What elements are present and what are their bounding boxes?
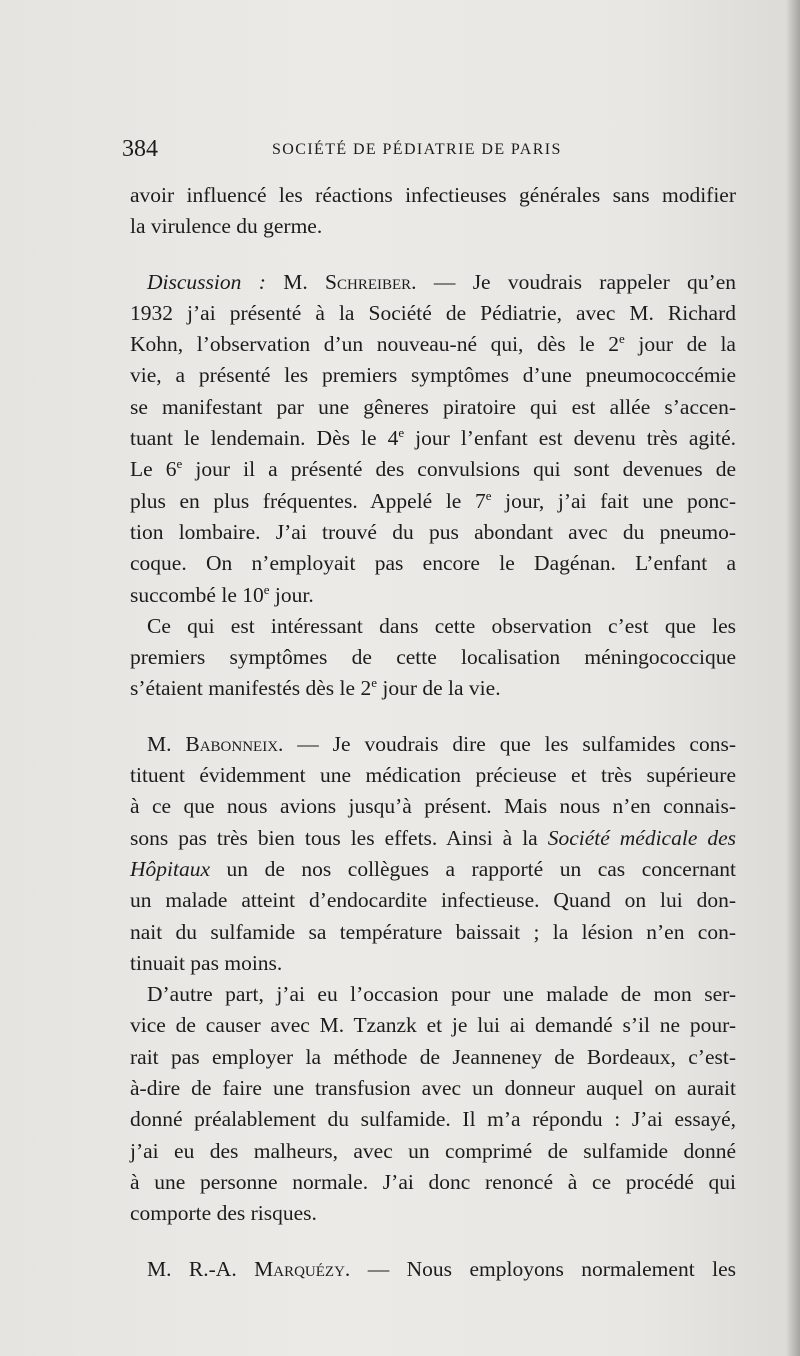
text-line: vice de causer avec M. Tzanzk et je lui ai demandé s’il ne pour- [130,1013,736,1038]
running-head: SOCIÉTÉ DE PÉDIATRIE DE PARIS [272,141,562,158]
text-line: Kohn, l’observation d’un nouveau-né qui, dès le 2e jour de la [130,331,736,357]
text-line: donné préalablement du sulfamide. Il m’a répondu : J’ai essayé, [130,1107,736,1132]
text-line: à ce que nous avions jusqu’à présent. Mais nous n’en connais- [130,794,736,819]
text-line: Hôpitaux un de nos collègues a rapporté un cas concernant [130,856,736,881]
text-line: avoir influencé les réactions infectieuses générales sans modifier [130,183,736,207]
speaker-name: M. Schreiber. [283,269,417,294]
text-line: Le 6e jour il a présenté des convulsions qui sont devenues de [130,456,736,482]
text-line: premiers symptômes de cette localisation méningococcique [130,645,736,670]
text-line: tuant le lendemain. Dès le 4e jour l’enfant est devenu très agité. [130,425,736,451]
text-line: D’autre part, j’ai eu l’occasion pour une malade de mon ser- [147,982,736,1007]
discussion-label: Discussion : [147,269,266,294]
text-line: nait du sulfamide sa température baissait ; la lésion n’en con- [130,919,736,944]
text-line: comporte des risques. [130,1201,317,1226]
text-line: plus en plus fréquentes. Appelé le 7e jour, j’ai fait une ponc- [130,487,736,513]
text-line: tituent évidemment une médication précieuse et très supérieure [130,763,736,788]
text-line: 1932 j’ai présenté à la Société de Pédiatrie, avec M. Richard [130,300,736,325]
text-line: s’étaient manifestés dès le 2e jour de la vie. [130,675,501,701]
body-text [130,180,736,1285]
text-line: vie, a présenté les premiers symptômes d’une pneumococcémie [130,363,736,388]
text-line: coque. On n’employait pas encore le Dagénan. L’enfant a [130,551,736,576]
text-line: M. R.-A. Marquézy. — Nous employons normalement les [147,1256,736,1281]
text-line: la virulence du germe. [130,214,323,239]
speaker-name: M. Babonneix. [147,731,284,756]
text-line: un malade atteint d’endocardite infectieuse. Quand on lui don- [130,888,736,913]
text-line: M. Babonneix. — Je voudrais dire que les sulfamides cons- [147,731,736,756]
text-line: à une personne normale. J’ai donc renoncé à ce procédé qui [130,1169,736,1194]
text-line: j’ai eu des malheurs, avec un comprimé de sulfamide donné [130,1138,736,1163]
page-edge-shadow [786,0,800,1356]
text-line: tinuait pas moins. [130,950,283,975]
page-number: 384 [122,136,158,162]
speaker-name: M. R.-A. Marquézy. [147,1256,351,1281]
text-line: à-dire de faire une transfusion avec un donneur auquel on aurait [130,1076,736,1101]
text-line: se manifestant par une gêneres piratoire qui est allée s’accen- [130,394,736,419]
text-line: succombé le 10e jour. [130,581,314,607]
text-line: tion lombaire. J’ai trouvé du pus abondant avec du pneumo- [130,519,736,544]
text-line: rait pas employer la méthode de Jeanneney de Bordeaux, c’est- [130,1044,736,1069]
text-line: Discussion : M. Schreiber. — Je voudrais rappeler qu’en [147,269,737,294]
text-line: sons pas très bien tous les effets. Ainsi à la Société médicale des [130,825,737,850]
text-line: Ce qui est intéressant dans cette observation c’est que les [147,613,736,638]
page-header [122,136,732,166]
